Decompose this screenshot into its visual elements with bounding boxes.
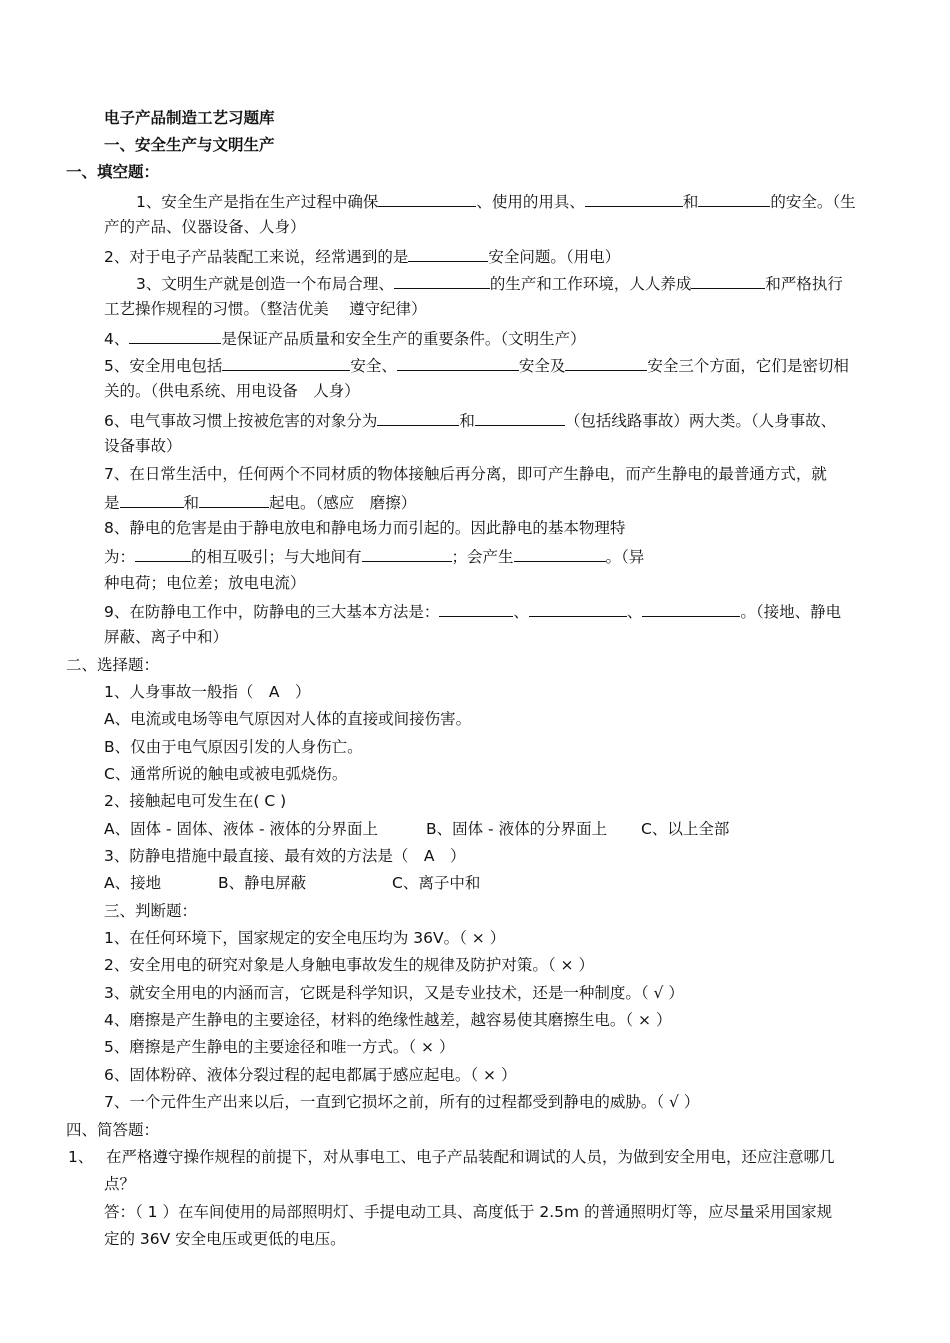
fill-question-1 bbox=[136, 189, 856, 213]
choice-option: B、仅由于电气原因引发的人身伤亡。 bbox=[104, 738, 363, 756]
answer-blank bbox=[585, 189, 683, 207]
question-text: 的生产和工作环境，人人养成 bbox=[489, 275, 692, 293]
question-text: 的相互吸引；与大地间有 bbox=[191, 548, 362, 566]
question-text: 5、安全用电包括 bbox=[104, 357, 223, 375]
choice-question-2: 2、接触起电可发生在( C ) bbox=[104, 792, 287, 810]
fill-question-3 bbox=[136, 271, 843, 295]
fill-question-8-cont2: 种电荷；电位差；放电电流） bbox=[104, 574, 306, 592]
fill-question-9 bbox=[104, 599, 841, 623]
answer-blank bbox=[691, 271, 765, 289]
answer-blank bbox=[120, 490, 184, 508]
question-text: （包括线路事故）两大类。（人身事故、 bbox=[564, 412, 837, 430]
answer-blank bbox=[378, 189, 476, 207]
question-text: 是 bbox=[104, 494, 120, 512]
answer-blank bbox=[377, 408, 459, 426]
answer-blank bbox=[199, 490, 269, 508]
question-text: 安全及 bbox=[518, 357, 566, 375]
fill-question-8: 8、静电的危害是由于静电放电和静电场力而引起的。因此静电的基本物理特 bbox=[104, 519, 626, 537]
question-text: 2、对于电子产品装配工来说，经常遇到的是 bbox=[104, 248, 409, 266]
question-text: 。（异 bbox=[605, 548, 645, 566]
question-text: 、使用的用具、 bbox=[476, 193, 585, 211]
question-text: ；会产生 bbox=[451, 548, 514, 566]
fill-question-8-cont bbox=[104, 544, 644, 568]
question-text: 6、电气事故习惯上按被危害的对象分为 bbox=[104, 412, 378, 430]
short-question-1: 在严格遵守操作规程的前提下，对从事电工、电子产品装配和调试的人员，为做到安全用电，还应注意哪几 bbox=[106, 1148, 835, 1166]
fill-question-7: 7、在日常生活中，任何两个不同材质的物体接触后再分离，即可产生静电，而产生静电的最普通方式，就 bbox=[104, 465, 827, 483]
question-text: 1、安全生产是指在生产过程中确保 bbox=[136, 193, 379, 211]
fill-question-9-cont: 屏蔽、离子中和） bbox=[104, 628, 229, 646]
question-text: 为： bbox=[104, 548, 136, 566]
choice-option: B、静电屏蔽 bbox=[218, 874, 307, 892]
judge-item: 2、安全用电的研究对象是人身触电事故发生的规律及防护对策。（ × ） bbox=[104, 956, 594, 974]
question-text: 安全、 bbox=[350, 357, 397, 375]
question-text: 安全问题。（用电） bbox=[488, 248, 621, 266]
fill-question-5 bbox=[104, 353, 849, 377]
question-text: 的安全。（生 bbox=[770, 193, 856, 211]
answer-text-cont: 定的 36V 安全电压或更低的电压。 bbox=[104, 1230, 346, 1248]
fill-question-5-cont: 关的。（供电系统、用电设备 人身） bbox=[104, 382, 360, 400]
question-text: 和 bbox=[682, 193, 699, 211]
answer-blank bbox=[222, 353, 350, 371]
question-text: 、 bbox=[513, 603, 529, 621]
answer-text: 答：（ 1 ）在车间使用的局部照明灯、手提电动工具、高度低于 2.5m 的普通照明灯等，应尽量采用国家规 bbox=[104, 1203, 833, 1221]
judge-item: 7、一个元件生产出来以后，一直到它损坏之前，所有的过程都受到静电的威胁。（ √ ） bbox=[104, 1093, 700, 1111]
answer-blank bbox=[565, 353, 647, 371]
choice-option: B、固体 - 液体的分界面上 bbox=[426, 820, 608, 838]
section-title: 一、安全生产与文明生产 bbox=[104, 136, 275, 154]
answer-blank bbox=[397, 353, 519, 371]
answer-blank bbox=[698, 189, 770, 207]
judge-item: 4、磨擦是产生静电的主要途径，材料的绝缘性越差，越容易使其磨擦生电。（ × ） bbox=[104, 1011, 672, 1029]
judge-item: 6、固体粉碎、液体分裂过程的起电都属于感应起电。（ × ） bbox=[104, 1066, 517, 1084]
question-text: 和 bbox=[183, 494, 200, 512]
fill-question-3-cont: 工艺操作规程的习惯。（整洁优美 遵守纪律） bbox=[104, 300, 427, 318]
fill-question-6-cont: 设备事故） bbox=[104, 437, 182, 455]
question-text: 、 bbox=[626, 603, 643, 621]
judge-item: 3、就安全用电的内涵而言，它既是科学知识，又是专业技术，还是一种制度。（ √ ） bbox=[104, 984, 684, 1002]
question-text: 9、在防静电工作中，防静电的三大基本方法是： bbox=[104, 603, 440, 621]
answer-blank bbox=[439, 599, 513, 617]
question-text: 3、文明生产就是创造一个布局合理、 bbox=[136, 275, 394, 293]
judge-item: 1、在任何环境下，国家规定的安全电压均为 36V。（ × ） bbox=[104, 929, 506, 947]
answer-blank bbox=[475, 408, 565, 426]
fill-question-7-cont bbox=[104, 490, 416, 514]
judge-item: 5、磨擦是产生静电的主要途径和唯一方式。（ × ） bbox=[104, 1038, 455, 1056]
choice-question-3: 3、防静电措施中最直接、最有效的方法是（ A ） bbox=[104, 847, 466, 865]
choice-option: C、通常所说的触电或被电弧烧伤。 bbox=[104, 765, 348, 783]
fill-in-heading: 一、填空题： bbox=[66, 163, 160, 181]
question-text: 和 bbox=[459, 412, 475, 430]
judge-heading: 三、判断题： bbox=[104, 902, 198, 920]
question-text: 。（接地、静电 bbox=[740, 603, 842, 621]
short-question-number: 1、 bbox=[68, 1148, 94, 1166]
answer-blank bbox=[362, 544, 452, 562]
fill-question-2 bbox=[104, 244, 620, 268]
answer-blank bbox=[514, 544, 606, 562]
question-text: 4、 bbox=[104, 330, 130, 348]
choice-option: A、接地 bbox=[104, 874, 162, 892]
answer-blank bbox=[129, 326, 221, 344]
choice-option: C、以上全部 bbox=[641, 820, 730, 838]
answer-blank bbox=[135, 544, 191, 562]
short-question-1-cont: 点？ bbox=[104, 1175, 136, 1193]
choice-option: A、电流或电场等电气原因对人体的直接或间接伤害。 bbox=[104, 710, 472, 728]
choice-question-1: 1、人身事故一般指（ A ） bbox=[104, 683, 311, 701]
answer-blank bbox=[642, 599, 740, 617]
answer-blank bbox=[394, 271, 490, 289]
choice-option: C、离子中和 bbox=[392, 874, 481, 892]
choice-heading: 二、选择题： bbox=[66, 656, 160, 674]
short-answer-heading: 四、简答题： bbox=[66, 1121, 160, 1139]
document-title: 电子产品制造工艺习题库 bbox=[104, 109, 275, 127]
fill-question-1-cont: 产的产品、仪器设备、人身） bbox=[104, 218, 306, 236]
fill-question-4 bbox=[104, 326, 586, 350]
answer-blank bbox=[529, 599, 627, 617]
question-text: 和严格执行 bbox=[765, 275, 843, 293]
choice-option: A、固体 - 固体、液体 - 液体的分界面上 bbox=[104, 820, 378, 838]
fill-question-6 bbox=[104, 408, 836, 432]
question-text: 是保证产品质量和安全生产的重要条件。（文明生产） bbox=[221, 330, 586, 348]
question-text: 安全三个方面，它们是密切相 bbox=[647, 357, 849, 375]
question-text: 起电。（感应 磨擦） bbox=[269, 494, 417, 512]
answer-blank bbox=[408, 244, 488, 262]
